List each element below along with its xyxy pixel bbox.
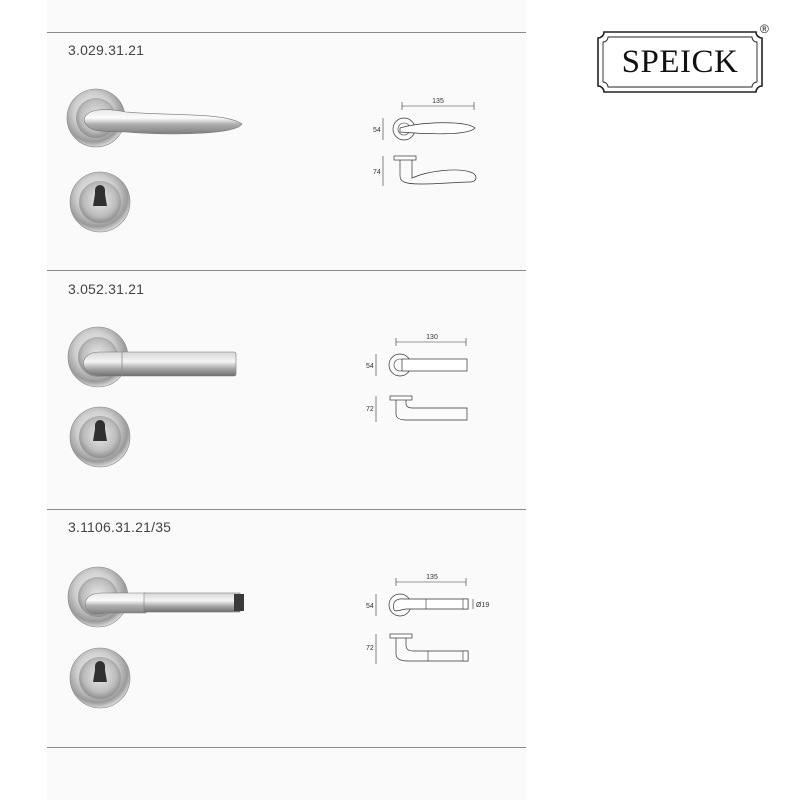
rose-diameter-label: 54 xyxy=(366,603,374,610)
product-code: 3.029.31.21 xyxy=(68,42,145,58)
divider xyxy=(47,509,526,510)
grip-diameter-label: Ø19 xyxy=(476,602,490,609)
product-code: 3.052.31.21 xyxy=(68,281,145,297)
length-label: 135 xyxy=(432,98,444,105)
length-label: 135 xyxy=(426,574,438,581)
keyhole-escutcheon-image xyxy=(68,170,132,234)
length-label: 130 xyxy=(426,334,438,341)
projection-label: 72 xyxy=(366,406,374,413)
projection-label: 72 xyxy=(366,645,374,652)
divider xyxy=(47,270,526,271)
lever-handle-image xyxy=(66,86,250,152)
divider xyxy=(47,32,526,33)
rose-diameter-label: 54 xyxy=(366,363,374,370)
product-code: 3.1106.31.21/35 xyxy=(68,519,172,535)
brand-name: SPEICK xyxy=(621,43,739,80)
lever-handle-image xyxy=(66,563,252,629)
dimension-drawing xyxy=(362,330,492,430)
keyhole-escutcheon-image xyxy=(68,405,132,469)
dimension-drawing xyxy=(362,570,502,670)
registered-mark: ® xyxy=(760,22,769,36)
brand-logo xyxy=(596,30,764,94)
projection-label: 74 xyxy=(373,169,381,176)
divider xyxy=(47,747,526,748)
keyhole-escutcheon-image xyxy=(68,646,132,710)
rose-diameter-label: 54 xyxy=(373,127,381,134)
lever-handle-image xyxy=(66,324,242,390)
dimension-drawing xyxy=(370,92,500,202)
